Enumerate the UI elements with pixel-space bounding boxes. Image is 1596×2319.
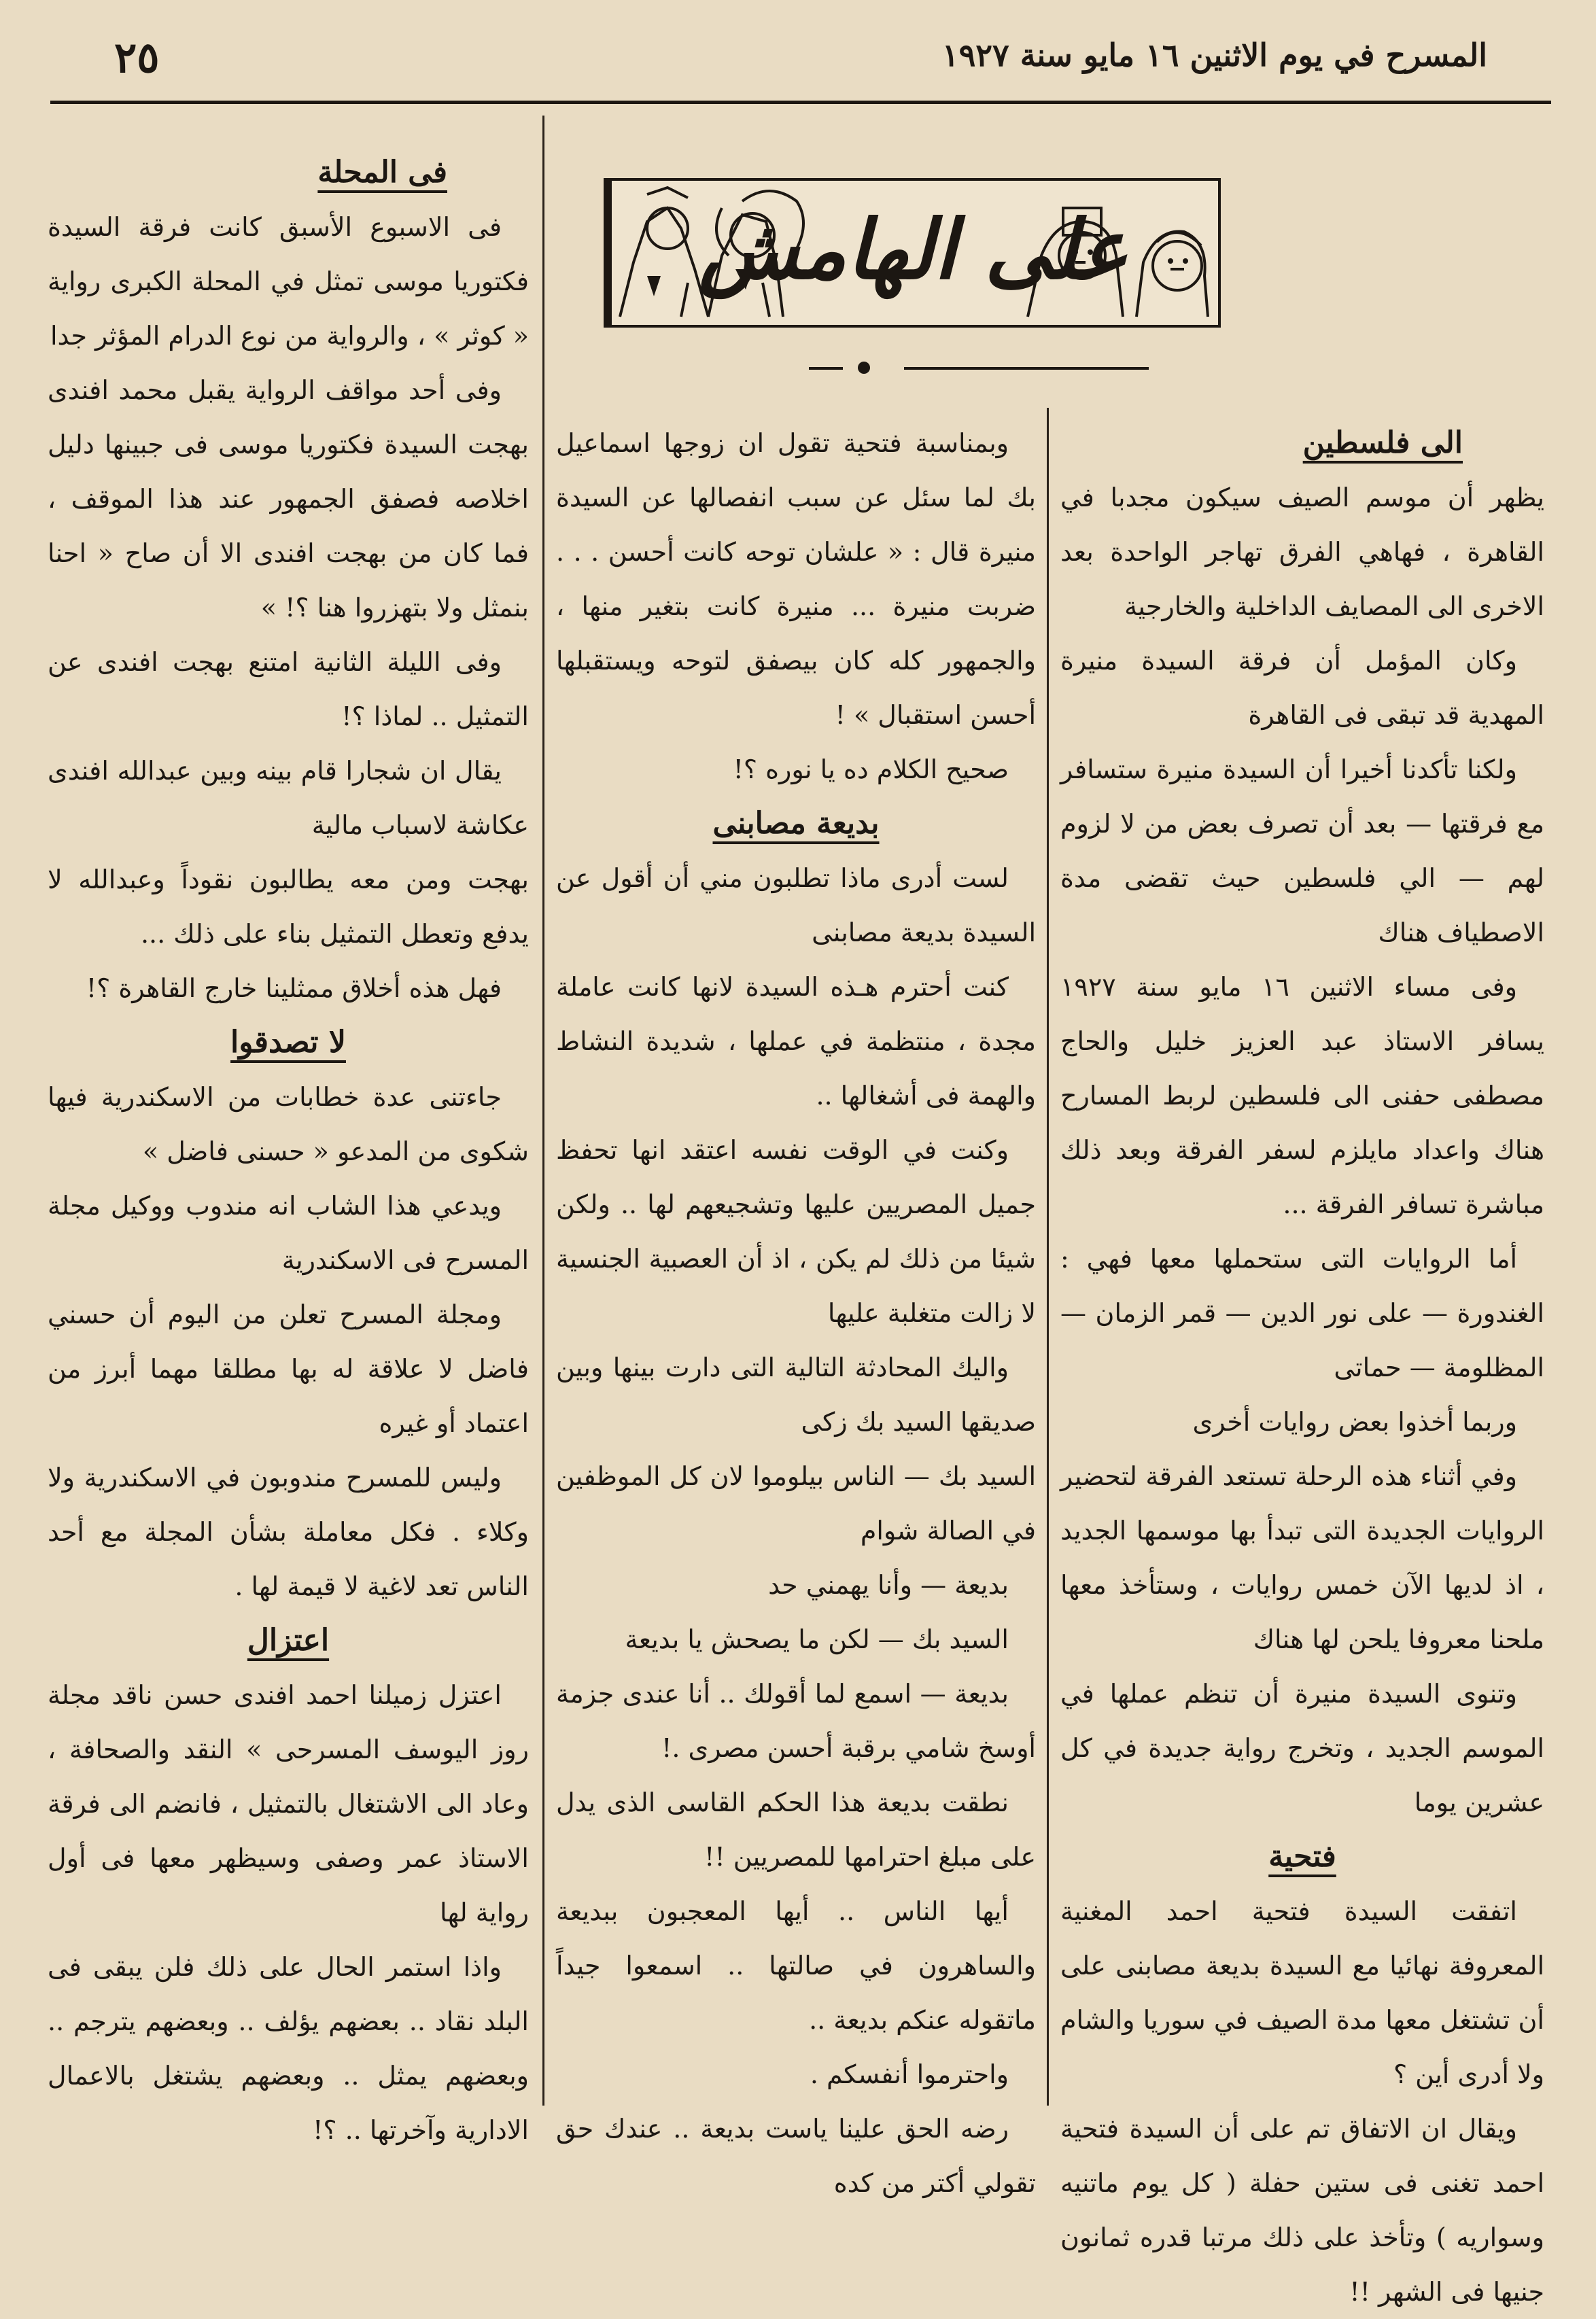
paragraph: وكان المؤمل أن فرقة السيدة منيرة المهدية قد تبقى فى القاهرة [1060,646,1544,730]
paragraph: وربما أخذوا بعض روايات أخرى [1192,1407,1517,1437]
paragraph: اتفقت السيدة فتحية احمد المغنية المعروفة نهائيا مع السيدة بديعة مصابنى على أن تشتغل معها مدة الصيف في سوريا والشام ولا أدرى أين ؟ [1060,1896,1544,2089]
paragraph: ومجلة المسرح تعلن من اليوم أن حسني فاضل لا علاقة له بها مطلقا مهما أبرز من اعتماد أو غيره [48,1300,529,1438]
column-middle [556,416,1036,2198]
paragraph: ويقال ان الاتفاق تم على أن السيدة فتحية احمد تغنى فى ستين حفلة ( كل يوم ماتنيه وسواريه ) وتأخذ على ذلك مرتبا قدره ثمانون جنيها فى الشهر !! [1060,2114,1544,2307]
column-divider-left [542,116,544,2106]
paragraph: ولكنا تأكدنا أخيرا أن السيدة منيرة ستسافر مع فرقتها — بعد أن تصرف بعض من لا لزوم لهم — الي فلسطين حيث تقضى مدة الاصطياف هناك [1060,754,1544,947]
paragraph: وليس للمسرح مندوبون في الاسكندرية ولا وكلاء . فكل معاملة بشأن المجلة مع أحد الناس تعد لاغية لا قيمة لها . [48,1463,529,1601]
heading-retirement: اعتزال [247,1623,330,1658]
paragraph: واليك المحادثة التالية التى دارت بينها وبين صديقها السيد بك زكى [556,1353,1036,1437]
page-number: ٢٥ [114,33,160,82]
heading-dont-believe: لا تصدقوا [230,1025,346,1060]
paragraph: واذا استمر الحال على ذلك فلن يبقى فى البلد نقاد .. بعضهم يؤلف .. وبعضهم يترجم .. وبعضهم يمثل .. وبعضهم يشتغل بالاعمال الادارية وآخرتها .. ؟! [48,1952,529,2145]
heading-in-mahalla: فى المحلة [317,155,447,190]
paragraph: وفي أثناء هذه الرحلة تستعد الفرقة لتحضير الروايات الجديدة التى تبدأ بها موسمها الجديد ، اذ لديها الآن خمس روايات ، وستأخذ معها ملحنا معروفا يلحن لها هناك [1060,1461,1544,1654]
paragraph: أما الروايات التى ستحملها معها فهي : الغندورة — على نور الدين — قمر الزمان — المظلومة — حماتى [1060,1244,1544,1382]
paragraph: لست أدرى ماذا تطلبون مني أن أقول عن السيدة بديعة مصابنى [556,863,1036,947]
column-left [48,145,529,2145]
banner-ornament [858,362,870,374]
paragraph: يظهر أن موسم الصيف سيكون مجدبا في القاهرة ، فهاهي الفرق تهاجر الواحدة بعد الاخرى الى المصايف الداخلية والخارجية [1060,483,1544,621]
paragraph: نطقت بديعة هذا الحكم القاسى الذى يدل على مبلغ احترامها للمصريين !! [556,1788,1036,1872]
paragraph: وفى أحد مواقف الرواية يقبل محمد افندى بهجت السيدة فكتوريا موسى فى جبينها دليل اخلاصه فصفق الجمهور عند هذا الموقف ، فما كان من بهجت افندى الا أن صاح « احنا بنمثل ولا بتهزروا هنا ؟! » [48,375,529,623]
paragraph: جاءتنى عدة خطابات من الاسكندرية فيها شكوى من المدعو « حسنى فاضل » [48,1082,529,1166]
paragraph: يقال ان شجارا قام بينه وبين عبدالله افندى عكاشة لاسباب مالية [48,756,529,840]
paragraph: وفى مساء الاثنين ١٦ مايو سنة ١٩٢٧ يسافر الاستاذ عبد العزيز خليل والحاج مصطفى حفنى الى فلسطين لربط المسارح هناك واعداد مايلزم لسفر الفرقة وبعد ذلك مباشرة تسافر الفرقة ... [1060,972,1544,1219]
paragraph: ويدعي هذا الشاب انه مندوب ووكيل مجلة المسرح فى الاسكندرية [48,1191,529,1275]
column-right [1060,416,1544,2307]
paragraph: وكنت في الوقت نفسه اعتقد انها تحفظ جميل المصريين عليها وتشجيعهم لها .. ولكن شيئا من ذلك لم يكن ، اذ أن العصبية الجنسية لا زالت متغلبة عليها [556,1135,1036,1328]
paragraph: بهجت ومن معه يطالبون نقوداً وعبدالله لا يدفع وتعطل التمثيل بناء على ذلك ... [48,865,529,949]
dialogue-line: السيد بك — لكن ما يصحش يا بديعة [625,1624,1009,1654]
running-header: المسرح في يوم الاثنين ١٦ مايو سنة ١٩٢٧ [941,37,1487,73]
paragraph: صحيح الكلام ده يا نوره ؟! [733,754,1009,784]
dialogue-line: بديعة — اسمع لما أقولك .. أنا عندى جزمة أوسخ شامي برقبة أحسن مصرى .! [556,1679,1036,1763]
paragraph: فهل هذه أخلاق ممثلينا خارج القاهرة ؟! [86,973,502,1003]
paragraph: رضه الحق علينا ياست بديعة .. عندك حق تقولي أكتر من كده [556,2114,1036,2198]
dialogue-line: بديعة — وأنا يهمني حد [768,1570,1009,1600]
paragraph: أيها الناس .. أيها المعجبون ببديعة والساهرون في صالتها .. اسمعوا جيداً ماتقوله عنكم بديعة .. [556,1896,1036,2035]
paragraph: وتنوى السيدة منيرة أن تنظم عملها في الموسم الجديد ، وتخرج رواية جديدة في كل عشرين يوما [1060,1679,1544,1817]
paragraph: وفى الليلة الثانية امتنع بهجت افندى عن التمثيل .. لماذا ؟! [48,647,529,731]
heading-fathiya: فتحية [1268,1839,1336,1874]
paragraph: كنت أحترم هـذه السيدة لانها كانت عاملة مجدة ، منتظمة في عملها ، شديدة النشاط والهمة فى أشغالها .. [556,972,1036,1111]
column-divider-right [1047,408,1049,2106]
paragraph: اعتزل زميلنا احمد افندى حسن ناقد مجلة روز اليوسف المسرحى » النقد والصحافة ، وعاد الى الاشتغال بالتمثيل ، فانضم الى فرقة الاستاذ عمر وصفى وسيظهر معها فى أول رواية لها [48,1680,529,1928]
heading-to-palestine: الى فلسطين [1302,425,1463,460]
banner-title: على الهامش [698,202,1128,298]
paragraph: واحترموا أنفسكم . [810,2059,1009,2089]
paragraph: فى الاسبوع الأسبق كانت فرقة السيدة فكتوريا موسى تمثل في المحلة الكبرى رواية « كوثر » ، والرواية من نوع الدرام المؤثر جدا [48,212,529,351]
banner-separator [904,367,1149,370]
dialogue-line: السيد بك — الناس بيلوموا لان كل الموظفين في الصالة شوام [556,1461,1036,1546]
banner-separator-short [809,367,843,370]
paragraph: وبمناسبة فتحية تقول ان زوجها اسماعيل بك لما سئل عن سبب انفصالها عن السيدة منيرة قال : « علشان توحه كانت أحسن . . . ضربت منيرة ... منيرة كانت بتغير منها ، والجمهور كله كان بيصفق لتوحه ويستقبلها أحسن استقبال » ! [556,428,1036,730]
heading-badia-masabni: بديعة مصابنى [712,806,880,841]
header-rule [50,101,1551,104]
